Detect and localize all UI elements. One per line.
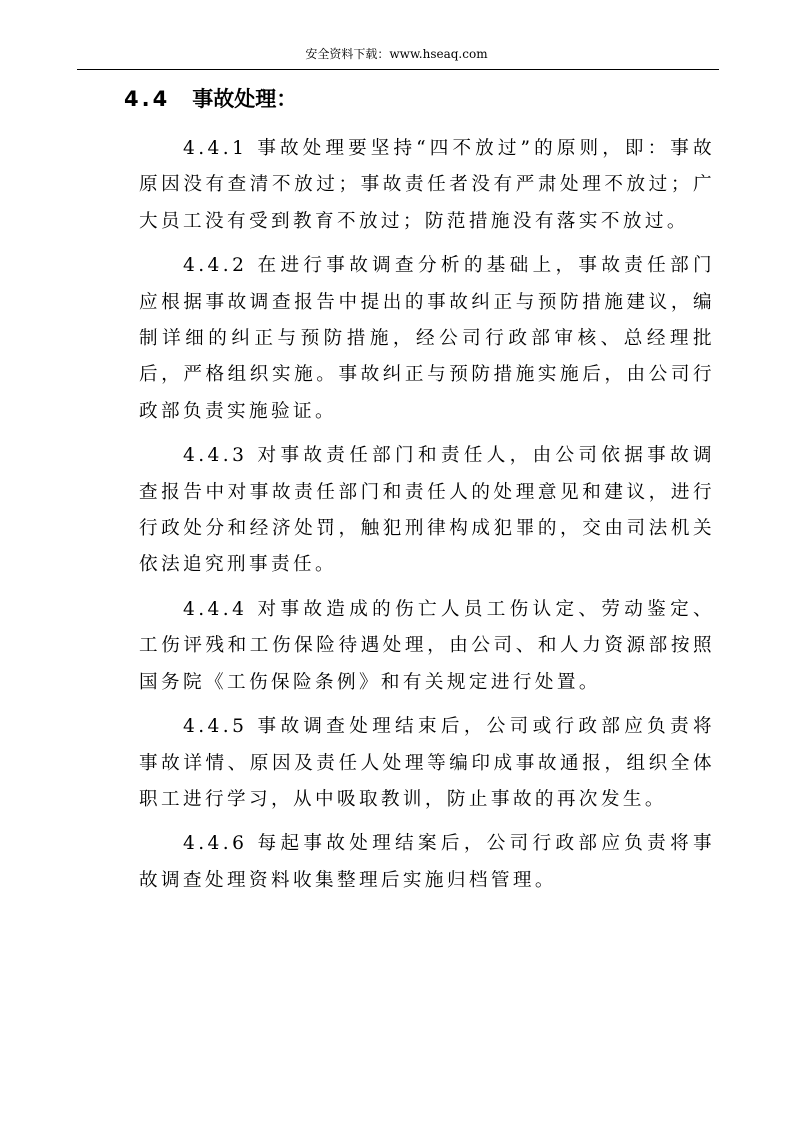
section-heading xyxy=(124,84,297,114)
clause-4-4-6: 4.4.6 每起事故处理结案后，公司行政部应负责将事故调查处理资料收集整理后实施归档管理。 xyxy=(139,833,715,891)
section-number: 4.4 xyxy=(124,87,171,111)
clause-4-4-3: 4.4.3 对事故责任部门和责任人，由公司依据事故调查报告中对事故责任部门和责任人的处理意见和建议，进行行政处分和经济处罚，触犯刑律构成犯罪的，交由司法机关依法追究刑事责任。 xyxy=(139,445,715,576)
clause-4-4-2: 4.4.2 在进行事故调查分析的基础上，事故责任部门应根据事故调查报告中提出的事故纠正与预防措施建议，编制详细的纠正与预防措施，经公司行政部审核、总经理批后，严格组织实施。事故纠正与预防措施实施后，由公司行政部负责实施验证。 xyxy=(139,255,715,422)
section-title: 事故处理： xyxy=(192,87,298,111)
clause-4-4-5: 4.4.5 事故调查处理结束后，公司或行政部应负责将事故详情、原因及责任人处理等编印成事故通报，组织全体职工进行学习，从中吸取教训，防止事故的再次发生。 xyxy=(139,716,715,810)
section-body xyxy=(139,131,715,907)
header-divider xyxy=(77,69,719,70)
clause-4-4-1: 4.4.1 事故处理要坚持“四不放过”的原则，即：事故原因没有查清不放过；事故责任者没有严肃处理不放过；广大员工没有受到教育不放过；防范措施没有落实不放过。 xyxy=(139,138,715,232)
clause-4-4-4: 4.4.4 对事故造成的伤亡人员工伤认定、劳动鉴定、工伤评残和工伤保险待遇处理，由公司、和人力资源部按照国务院《工伤保险条例》和有关规定进行处置。 xyxy=(139,598,715,693)
page-header: 安全资料下载：www.hseaq.com xyxy=(305,47,488,61)
